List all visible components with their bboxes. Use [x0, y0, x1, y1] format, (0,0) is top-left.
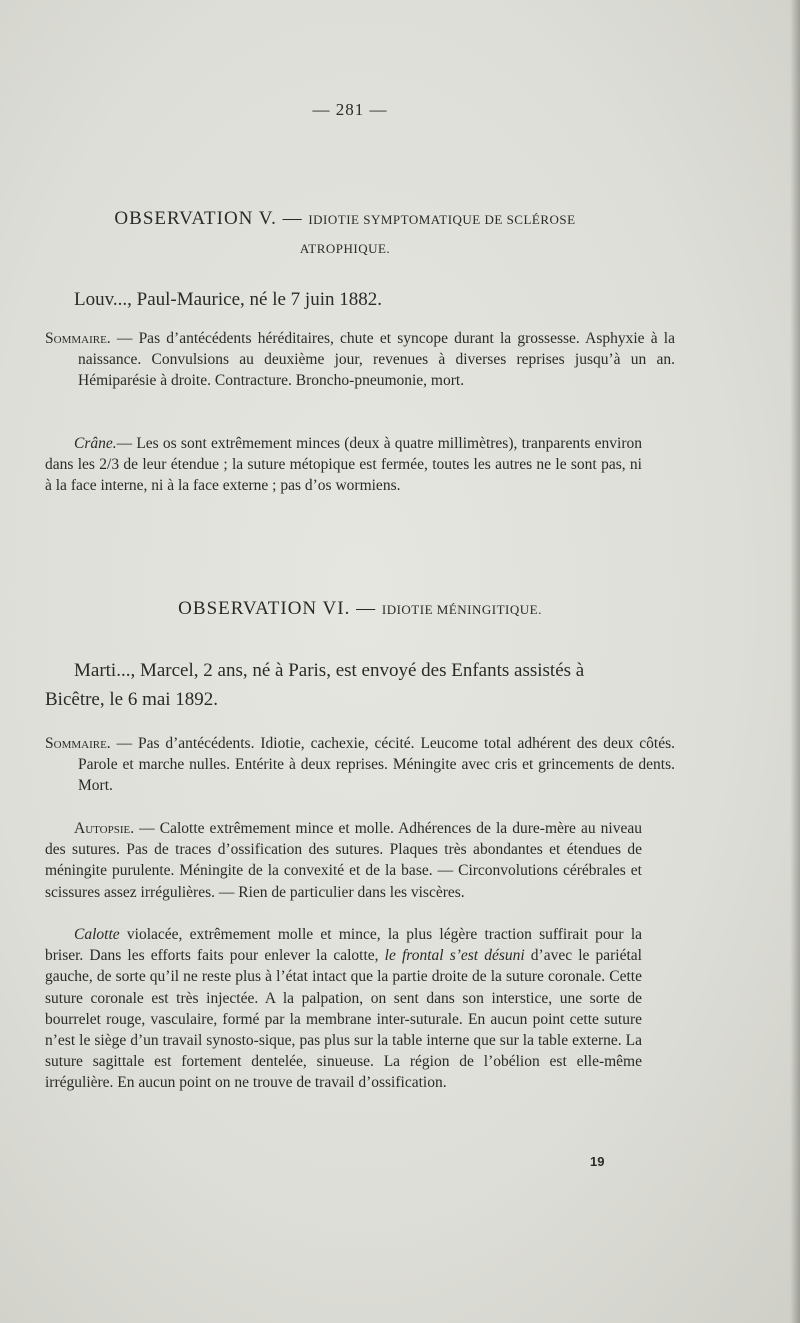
observation-6-autopsie	[45, 818, 642, 903]
sommaire-label: Sommaire.	[45, 735, 111, 752]
observation-6-calotte	[45, 924, 642, 1094]
observation-5-subtitle-line1: IDIOTIE SYMPTOMATIQUE DE SCLÉROSE	[308, 212, 576, 227]
sommaire-text: — Pas d’antécédents héréditaires, chute et syncope durant la grossesse. Asphyxie à la naissance. Convulsions au deuxième jour, revenues à diverses reprises jusqu’à un an. Hémiparésie à droite. Contracture. Broncho-pneumonie, mort.	[78, 330, 675, 390]
page-edge-shadow	[790, 0, 800, 1323]
observation-6-subtitle: IDIOTIE MÉNINGITIQUE.	[381, 602, 542, 617]
observation-6-title: OBSERVATION VI.	[178, 598, 351, 619]
observation-5-heading	[45, 205, 645, 263]
autopsie-text: — Calotte extrêmement mince et molle. Adhérences de la dure-mère au niveau des sutures. Pas de traces d’ossification des sutures. Plaques très abondantes et étendues de méningite purulente. Méningite de la convexité et de la base. — Circonvolutions cérébrales et scissures assez irrégulières. — Rien de particulier dans les viscères.	[45, 820, 642, 901]
observation-5-patient: Louv..., Paul-Maurice, né le 7 juin 1882.	[74, 289, 382, 310]
calotte-text-2: d’avec le pariétal gauche, de sorte qu’il ne reste plus à l’état intact que la partie droite de la suture coronale. Cette suture coronale est très injectée. A la palpation, on sent dans son interstice, une sorte de bourrelet rouge, vasculaire, formé par la membrane inter-suturale. En aucun point cette suture n’est le siège d’un travail synosto-sique, pas plus sur la table interne que sur la table externe. La suture sagittale est fortement dentelée, sinueuse. La région de l’obélion est elle-même irrégulière. En aucun point on ne trouve de travail d’ossification.	[45, 947, 642, 1092]
observation-5-crane	[45, 433, 642, 497]
sommaire-text: — Pas d’antécédents. Idiotie, cachexie, cécité. Leucome total adhérent des deux côtés. Parole et marche nulles. Entérite à deux reprises. Méningite avec cris et grincements de dents. Mort.	[78, 735, 675, 795]
observation-5-dash: —	[276, 208, 309, 229]
calotte-label: Calotte	[74, 926, 120, 943]
page-number: — 281 —	[312, 100, 388, 119]
calotte-text-1: violacée, extrêmement molle et mince, la plus légère traction suffirait pour la briser. Dans les efforts faits pour enlever la calotte,	[45, 926, 642, 965]
observation-5-subtitle-line2: ATROPHIQUE.	[299, 241, 391, 256]
observation-6-patient: Marti..., Marcel, 2 ans, né à Paris, est envoyé des Enfants assistés à Bicêtre, le 6 mai 1892.	[45, 660, 585, 710]
observation-5-sommaire	[45, 328, 675, 392]
sommaire-label: Sommaire.	[45, 330, 111, 347]
autopsie-label: Autopsie.	[74, 820, 135, 837]
observation-6-sommaire	[45, 733, 675, 797]
crane-label: Crâne.	[74, 435, 117, 452]
signature-mark: 19	[590, 1154, 605, 1169]
observation-6-dash: —	[350, 598, 382, 619]
observation-6-heading	[60, 598, 660, 620]
observation-5-title: OBSERVATION V.	[114, 208, 277, 229]
crane-text: — Les os sont extrêmement minces (deux à quatre millimètres), tranparents environ dans les 2/3 de leur étendue ; la suture métopique est fermée, toutes les autres ne le sont pas, ni à la face interne, ni à la face externe ; pas d’os wormiens.	[45, 435, 642, 495]
frontal-label: le frontal s’est désuni	[384, 947, 525, 965]
